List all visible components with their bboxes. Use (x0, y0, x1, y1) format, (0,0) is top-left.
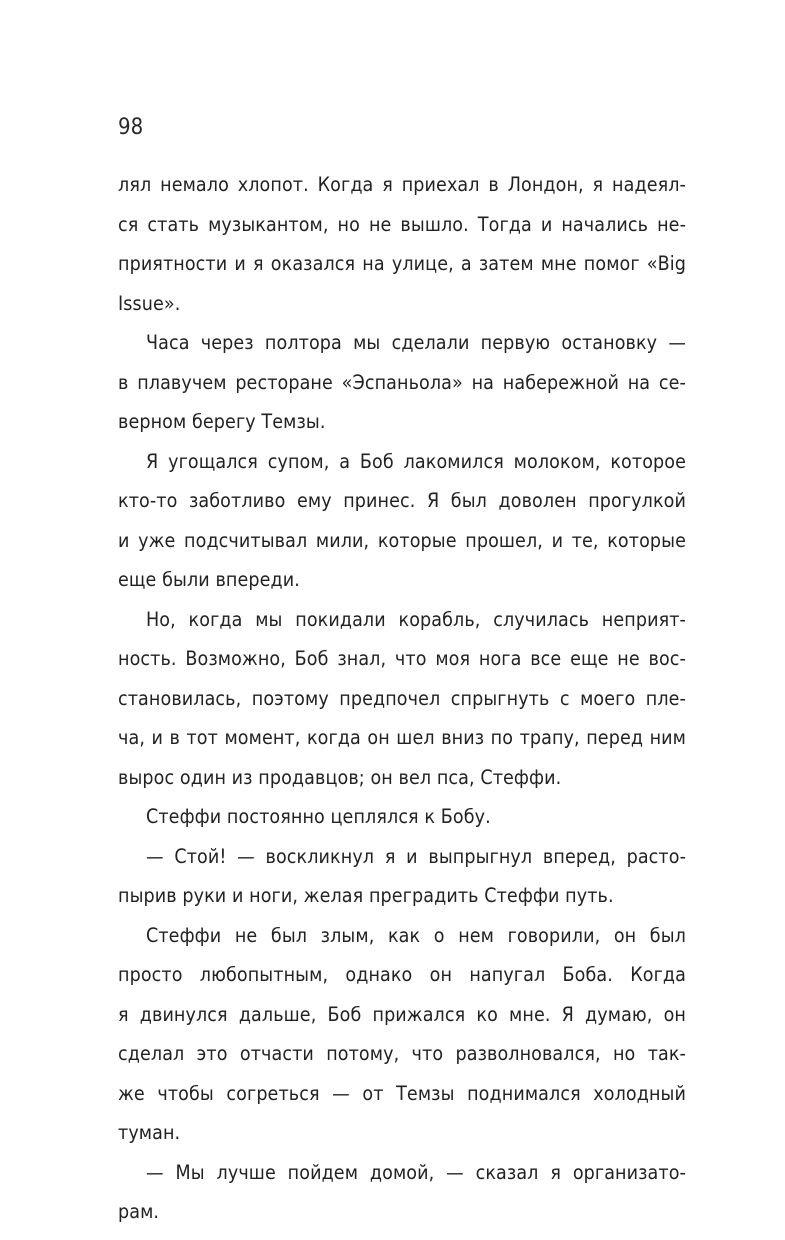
text-line: в плавучем ресторане «Эспаньола» на набережной на се- (118, 370, 686, 394)
text-line: — Стой! — воскликнул я и выпрыгнул вперед, расто- (146, 844, 686, 868)
text-line: Часа через полтора мы сделали первую остановку — (146, 331, 686, 354)
text-line: становилась, поэтому предпочел спрыгнуть с моего пле- (118, 686, 686, 710)
body-text (118, 165, 686, 1232)
text-line: пырив руки и ноги, желая преградить Стеффи путь. (118, 884, 614, 907)
paragraph-5 (118, 797, 686, 837)
paragraph-7 (118, 916, 686, 1153)
text-line: приятности и я оказался на улице, а затем мне помог «Big (118, 252, 686, 275)
text-line: просто любопытным, однако он напугал Боба. Когда (118, 963, 686, 986)
text-line: лял немало хлопот. Когда я приехал в Лондон, я надеял- (118, 173, 686, 196)
text-line: верном берегу Темзы. (118, 410, 326, 433)
text-line: вырос один из продавцов; он вел пса, Стеффи. (118, 765, 562, 789)
text-line: Issue». (118, 291, 181, 315)
text-line: Стеффи постоянно цеплялся к Бобу. (146, 805, 491, 828)
text-line: и уже подсчитывал мили, которые прошел, и те, которые (118, 528, 686, 552)
text-line: — Мы лучше пойдем домой, — сказал я организато- (146, 1160, 686, 1184)
paragraph-1 (118, 165, 686, 323)
text-line: ность. Возможно, Боб знал, что моя нога все еще не вос- (118, 647, 686, 670)
text-line: я двинулся дальше, Боб прижался ко мне. Я думаю, он (118, 1002, 686, 1026)
text-line: Но, когда мы покидали корабль, случилась неприят- (146, 607, 686, 631)
text-line: ча, и в тот момент, когда он шел вниз по трапу, перед ним (118, 726, 686, 749)
text-line: кто-то заботливо ему принес. Я был доволен прогулкой (118, 489, 686, 512)
paragraph-4 (118, 600, 686, 798)
text-line: ся стать музыкантом, но не вышло. Тогда и начались не- (118, 212, 686, 236)
paragraph-2 (118, 323, 686, 442)
text-line: Я угощался супом, а Боб лакомился молоком, которое (146, 449, 686, 473)
paragraph-8 (118, 1153, 686, 1232)
text-line: рам. (118, 1200, 160, 1223)
text-line: Стеффи не был злым, как о нем говорили, он был (146, 923, 686, 947)
text-line: же чтобы согреться — от Темзы поднимался холодный (118, 1081, 686, 1105)
text-line: сделал это отчасти потому, что разволновался, но так- (118, 1042, 686, 1065)
paragraph-3 (118, 442, 686, 600)
page-number: 98 (118, 115, 144, 140)
text-line: еще были впереди. (118, 568, 300, 591)
paragraph-6 (118, 837, 686, 916)
text-line: туман. (118, 1121, 181, 1144)
